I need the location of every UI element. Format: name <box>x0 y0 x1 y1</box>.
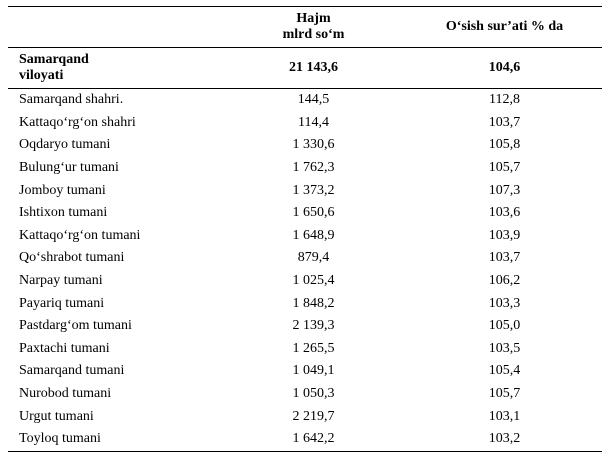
volume-cell: 2 219,7 <box>292 408 335 424</box>
district-name-cell: Nurobod tumani <box>19 386 112 402</box>
volume-cell: 1 762,3 <box>292 160 335 176</box>
volume-cell: 144,5 <box>297 92 330 108</box>
table-row <box>8 338 602 361</box>
growth-cell: 103,7 <box>488 114 521 130</box>
header-row <box>8 7 602 48</box>
total-row <box>8 48 602 89</box>
header-district <box>8 7 220 48</box>
district-name-cell: Payariq tumani <box>19 295 105 311</box>
volume-cell: 1 848,2 <box>292 295 335 311</box>
header-growth: O‘sish sur’ati % da <box>407 7 602 48</box>
table-row <box>8 179 602 202</box>
total-name <box>8 48 220 89</box>
growth-cell: 105,7 <box>488 386 521 402</box>
district-name-cell: Paxtachi tumani <box>19 340 110 356</box>
growth-cell: 103,6 <box>488 205 521 221</box>
header-volume <box>220 7 407 48</box>
growth-cell: 106,2 <box>488 273 521 289</box>
growth-cell: 103,1 <box>488 408 521 424</box>
volume-cell: 1 025,4 <box>292 273 335 289</box>
table-row <box>8 247 602 270</box>
growth-cell: 103,9 <box>488 227 521 243</box>
volume-cell: 1 049,1 <box>292 363 335 379</box>
district-name-cell: Urgut tumani <box>19 408 94 424</box>
volume-cell: 1 373,2 <box>292 182 335 198</box>
header-volume-line1: Hajm <box>296 11 331 26</box>
table-row <box>8 157 602 180</box>
growth-cell: 103,7 <box>488 250 521 266</box>
district-name-cell: Pastdarg‘om tumani <box>19 318 132 334</box>
district-name-cell: Qo‘shrabot tumani <box>19 250 125 266</box>
district-name-cell: Jomboy tumani <box>19 182 106 198</box>
district-name-cell: Samarqand shahri. <box>19 92 124 108</box>
table-row <box>8 89 602 112</box>
volume-cell: 879,4 <box>297 250 330 266</box>
table-row <box>8 134 602 157</box>
district-name-cell: Narpay tumani <box>19 273 103 289</box>
district-statistics-table <box>8 6 602 452</box>
table-row <box>8 383 602 406</box>
total-growth: 104,6 <box>407 48 602 89</box>
volume-cell: 1 050,3 <box>292 386 335 402</box>
district-name-cell: Ishtixon tumani <box>19 205 108 221</box>
growth-cell: 107,3 <box>488 182 521 198</box>
volume-cell: 1 330,6 <box>292 137 335 153</box>
volume-cell: 1 642,2 <box>220 428 407 451</box>
volume-cell: 2 139,3 <box>292 318 335 334</box>
table-row <box>8 428 602 451</box>
total-name-line2: viloyati <box>19 68 64 83</box>
growth-cell: 105,7 <box>488 160 521 176</box>
district-name-cell: Kattaqo‘rg‘on tumani <box>19 227 141 243</box>
growth-cell: 105,0 <box>488 318 521 334</box>
growth-cell: 105,4 <box>488 363 521 379</box>
volume-cell: 1 648,9 <box>292 227 335 243</box>
table-row <box>8 225 602 248</box>
district-name-cell: Kattaqo‘rg‘on shahri <box>19 114 136 130</box>
volume-cell: 114,4 <box>298 114 329 130</box>
table-row <box>8 112 602 135</box>
volume-cell: 1 650,6 <box>292 205 335 221</box>
growth-cell: 105,8 <box>488 137 521 153</box>
district-name-cell: Samarqand tumani <box>19 363 125 379</box>
volume-cell: 1 265,5 <box>292 340 335 356</box>
growth-cell: 103,3 <box>488 295 521 311</box>
table-row <box>8 360 602 383</box>
growth-cell: 103,2 <box>407 428 602 451</box>
district-name-cell: Bulung‘ur tumani <box>19 160 119 176</box>
growth-cell: 103,5 <box>488 340 521 356</box>
growth-cell: 112,8 <box>489 92 520 108</box>
table-row <box>8 292 602 315</box>
header-volume-line2: mlrd so‘m <box>282 27 345 42</box>
table-row <box>8 270 602 293</box>
total-volume: 21 143,6 <box>220 48 407 89</box>
total-name-line1: Samarqand <box>19 52 89 67</box>
district-name-cell: Oqdaryo tumani <box>19 137 111 153</box>
district-name-cell: Toyloq tumani <box>8 428 220 451</box>
table-row <box>8 405 602 428</box>
table-row <box>8 202 602 225</box>
table-row <box>8 315 602 338</box>
